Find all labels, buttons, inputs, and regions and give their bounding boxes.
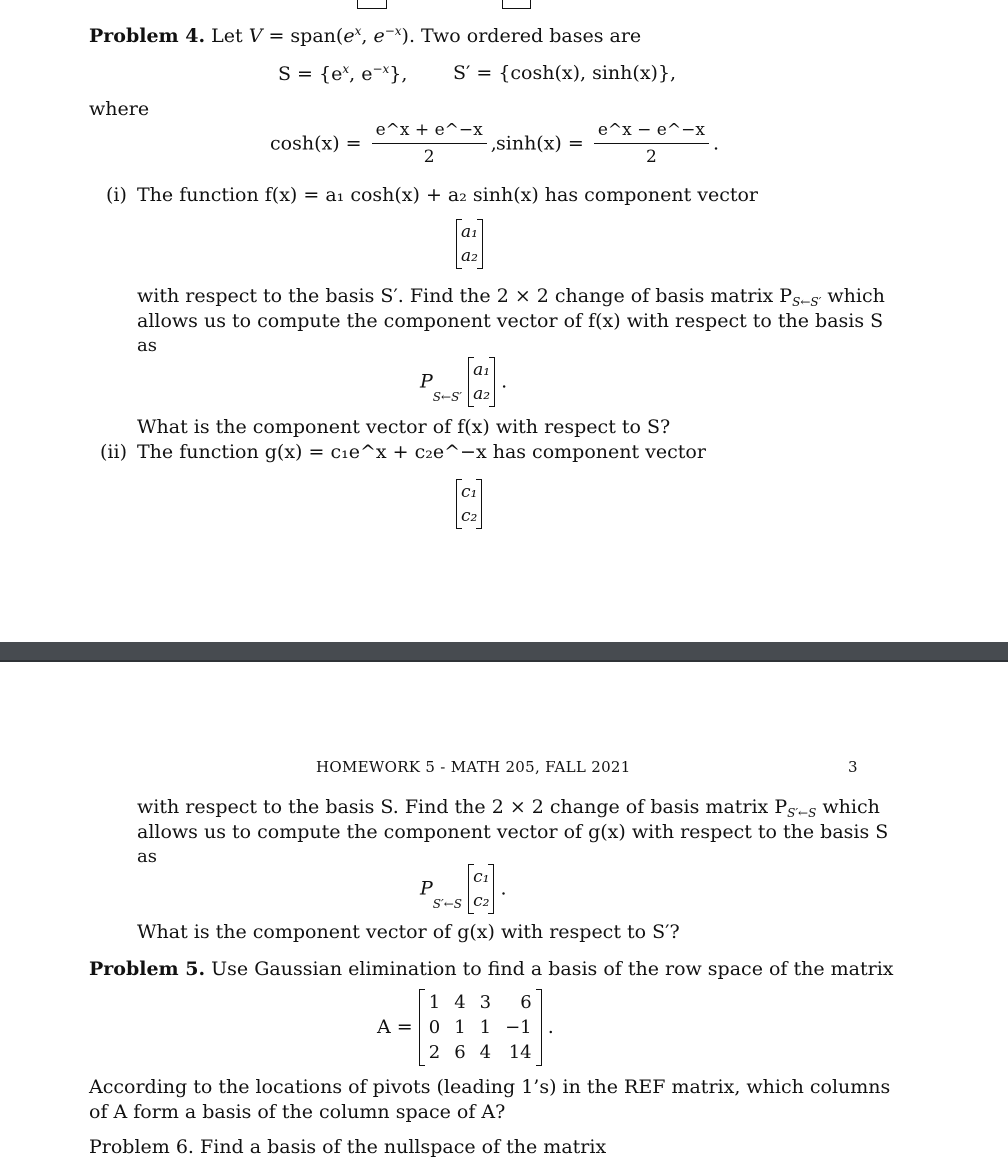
- problem6-partial: Problem 6. Find a basis of the nullspace of the matrix: [89, 1136, 607, 1158]
- problem5-heading: Problem 5.: [89, 958, 206, 980]
- part-i-text: The function f(x) = a₁ cosh(x) + a₂ sinh(x) has component vector: [137, 184, 759, 206]
- cont-line1: with respect to the basis S. Find the 2 × 2 change of basis matrix $P_{S'\leftarrow S}$ which: [137, 796, 880, 820]
- matrix-cell: −1: [505, 1017, 532, 1038]
- cosh-fraction: $\frac{e\^{}x + e\^{}-x}{2}$: [372, 120, 487, 168]
- cut-bracket-left-b: [372, 0, 387, 9]
- matrix-cell: 4: [479, 1042, 492, 1063]
- matrix-cell: 0: [428, 1017, 441, 1038]
- part-i-product: $P_{S\leftarrow S'}$ a₁ a₂ .: [420, 357, 507, 407]
- matrix-row: [422, 1040, 539, 1065]
- part-i-label: (i): [106, 184, 127, 206]
- matrix-cell: 4: [454, 992, 466, 1013]
- cut-bracket-right-b: [516, 0, 531, 9]
- basis-S: $S = \{e^x$, $e^{-x}$},: [278, 62, 408, 85]
- part-ii-vector-bracket: c₁ c₂: [468, 864, 494, 914]
- running-header: HOMEWORK 5 - MATH 205, FALL 2021: [316, 758, 631, 776]
- sinh-fraction: $\frac{e\^{}x - e\^{}-x}{2}$: [594, 120, 709, 168]
- cut-bracket-left: [357, 0, 372, 9]
- matrix-cell: 3: [479, 992, 492, 1013]
- part-i-line3: allows us to compute the component vector of f(x) with respect to the basis S: [137, 310, 884, 332]
- matrix-cell: 14: [508, 1042, 532, 1063]
- matrix-A: A = 1 4 3 6 0 1 1 −1 2 6 4 14 .: [377, 989, 554, 1066]
- part-i-line4: as: [137, 335, 157, 356]
- vector-c-bracket: c₁ c₂: [456, 479, 482, 529]
- cont-line3: as: [137, 846, 157, 867]
- vector-a: [456, 219, 483, 269]
- part-ii-text: The function g(x) = c₁e^x + c₂e^−x has component vector: [137, 441, 706, 463]
- vector-c: [456, 479, 482, 529]
- part-i-question: What is the component vector of f(x) with respect to S?: [137, 416, 671, 438]
- matrix-A-table: [422, 990, 539, 1065]
- problem4-heading: Problem 4.: [89, 25, 206, 47]
- problem4-intro: Problem 4. Let $V = span(e^x$, $e^{-x}$). Two ordered bases are: [89, 24, 642, 47]
- matrix-cell: 1: [479, 1017, 492, 1038]
- vector-a-bracket: a₁ a₂: [456, 219, 483, 269]
- matrix-A-bracket: [419, 989, 542, 1066]
- pivot-line1: According to the locations of pivots (leading 1’s) in the REF matrix, which columns: [89, 1076, 891, 1098]
- problem5: Problem 5. Use Gaussian elimination to find a basis of the row space of the matrix: [89, 958, 894, 980]
- matrix-cell: 2: [428, 1042, 441, 1063]
- sinh-definition: sinh(x) = $\frac{e\^{}x - e\^{}-x}{2}$ .: [496, 120, 719, 168]
- part-i-line2: with respect to the basis S′. Find the 2 × 2 change of basis matrix $P_{S\leftarrow S'}$ which: [137, 285, 885, 309]
- pivot-line2: of A form a basis of the column space of A?: [89, 1101, 506, 1123]
- page-number: 3: [848, 758, 858, 776]
- part-ii-label: (ii): [100, 441, 127, 463]
- cont-line2: allows us to compute the component vector of g(x) with respect to the basis S: [137, 821, 889, 843]
- matrix-cell: 6: [520, 992, 532, 1013]
- part-ii-product: $P_{S'\leftarrow S}$ c₁ c₂ .: [420, 864, 507, 914]
- page-separator: [0, 642, 1008, 662]
- matrix-cell: 1: [454, 1017, 466, 1038]
- matrix-row: [422, 1015, 539, 1040]
- matrix-row: [422, 990, 539, 1015]
- matrix-cell: 6: [454, 1042, 466, 1063]
- matrix-cell: 1: [428, 992, 441, 1013]
- cont-question: What is the component vector of g(x) with respect to S′?: [137, 921, 680, 943]
- cosh-definition: cosh(x) = $\frac{e\^{}x + e\^{}-x}{2}$ ,: [270, 120, 497, 168]
- basis-S-prime: S′ = {cosh(x), sinh(x)},: [453, 62, 677, 84]
- where-label: where: [89, 98, 150, 120]
- cut-bracket-right: [502, 0, 517, 9]
- part-i-vector-bracket: a₁ a₂: [468, 357, 495, 407]
